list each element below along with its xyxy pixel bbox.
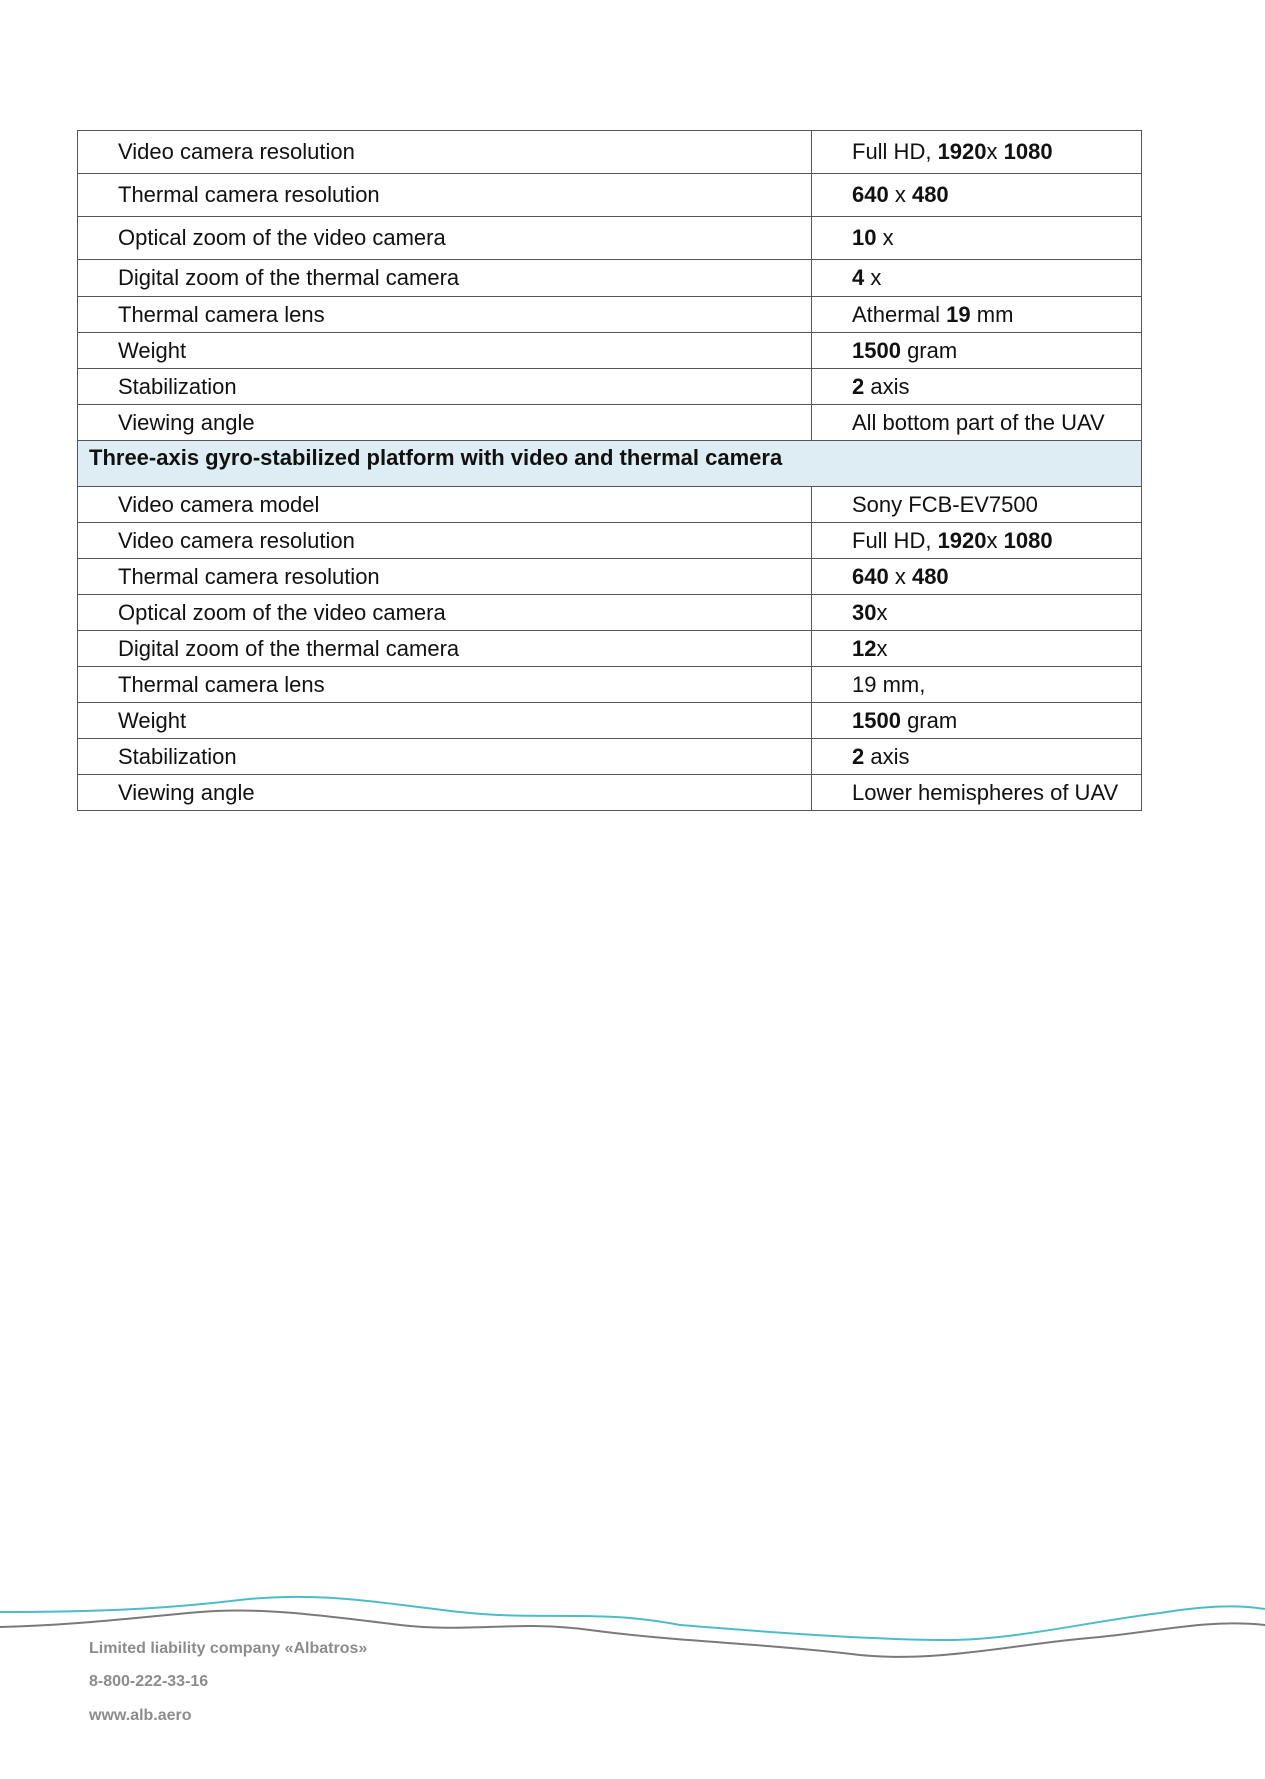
spec-label: Weight [78,333,812,369]
table-row [78,739,1142,775]
section-2-rows [78,487,1142,811]
value-part: 4 [852,265,865,290]
spec-value [812,405,1142,441]
table-row [78,217,1142,260]
table-row [78,260,1142,297]
table-row [78,595,1142,631]
value-part: x [888,182,912,207]
table-row [78,523,1142,559]
spec-value [812,260,1142,297]
table-row [78,174,1142,217]
footer-wave-decoration [0,1585,1265,1675]
value-part: x [986,139,1004,164]
spec-value [812,739,1142,775]
value-part: 640 [852,182,889,207]
value-part: 640 [852,563,889,589]
spec-value [812,217,1142,260]
section-header-row [78,441,1142,487]
spec-value [812,703,1142,739]
spec-label: Digital zoom of the thermal camera [78,631,812,667]
value-part: x [876,599,888,625]
value-part: Full HD, [852,139,938,164]
value-part: x [876,635,888,661]
section-2 [78,441,1142,487]
value-part: 1920 [937,139,987,164]
value-part: 19 mm, [852,671,926,697]
table-row [78,131,1142,174]
value-part: 19 [946,301,971,327]
table-row [78,667,1142,703]
spec-value [812,487,1142,523]
value-part: x [876,225,894,250]
section-title: Three-axis gyro-stabilized platform with video and thermal camera [78,441,1142,487]
spec-value [812,369,1142,405]
table-row [78,333,1142,369]
value-part: 480 [911,563,949,589]
value-part: axis [864,743,910,769]
spec-label: Viewing angle [78,405,812,441]
value-part: 1500 [852,337,901,363]
spec-value [812,667,1142,703]
value-part: 2 [852,743,865,769]
value-part: axis [864,373,910,399]
value-part: x [986,527,1004,553]
spec-label: Thermal camera lens [78,297,812,333]
footer-phone: 8-800-222-33-16 [89,1673,209,1690]
value-part: Sony FCB-EV7500 [852,491,1038,517]
value-part: mm [970,301,1014,327]
value-part: 1080 [1003,527,1053,553]
spec-label: Video camera resolution [78,131,812,174]
value-part: 480 [911,182,949,207]
value-part: x [888,563,912,589]
spec-value [812,775,1142,811]
value-part: 2 [852,373,865,399]
spec-label: Video camera resolution [78,523,812,559]
spec-label: Stabilization [78,369,812,405]
spec-table [77,130,1142,811]
section-1-rows [78,131,1142,441]
value-part: 1080 [1003,139,1053,164]
spec-label: Thermal camera resolution [78,559,812,595]
table-row [78,369,1142,405]
value-part: 12 [852,635,877,661]
spec-value [812,559,1142,595]
spec-value [812,631,1142,667]
spec-label: Weight [78,703,812,739]
table-row [78,487,1142,523]
value-part: gram [900,337,958,363]
spec-value [812,174,1142,217]
value-part: x [864,265,882,290]
footer-company: Limited liability company «Albatros» [89,1640,368,1657]
table-row [78,559,1142,595]
spec-label: Optical zoom of the video camera [78,217,812,260]
wave-teal [0,1597,1265,1640]
table-row [78,297,1142,333]
value-part: 1920 [937,527,987,553]
spec-label: Video camera model [78,487,812,523]
spec-label: Stabilization [78,739,812,775]
spec-value [812,333,1142,369]
spec-label: Optical zoom of the video camera [78,595,812,631]
table-row [78,703,1142,739]
value-part: 10 [852,225,877,250]
table-row [78,775,1142,811]
spec-label: Digital zoom of the thermal camera [78,260,812,297]
spec-label: Thermal camera resolution [78,174,812,217]
table-row [78,631,1142,667]
value-part: Athermal [852,301,947,327]
value-part: 1500 [852,707,901,733]
spec-value [812,595,1142,631]
table-row [78,405,1142,441]
value-part: Full HD, [852,527,938,553]
spec-value [812,297,1142,333]
spec-label: Viewing angle [78,775,812,811]
value-part: All bottom part of the UAV [852,409,1105,435]
spec-label: Thermal camera lens [78,667,812,703]
spec-value [812,523,1142,559]
value-part: 30 [852,599,877,625]
value-part: gram [900,707,958,733]
spec-value [812,131,1142,174]
footer-website: www.alb.aero [89,1707,192,1724]
value-part: Lower hemispheres of UAV [852,779,1119,805]
